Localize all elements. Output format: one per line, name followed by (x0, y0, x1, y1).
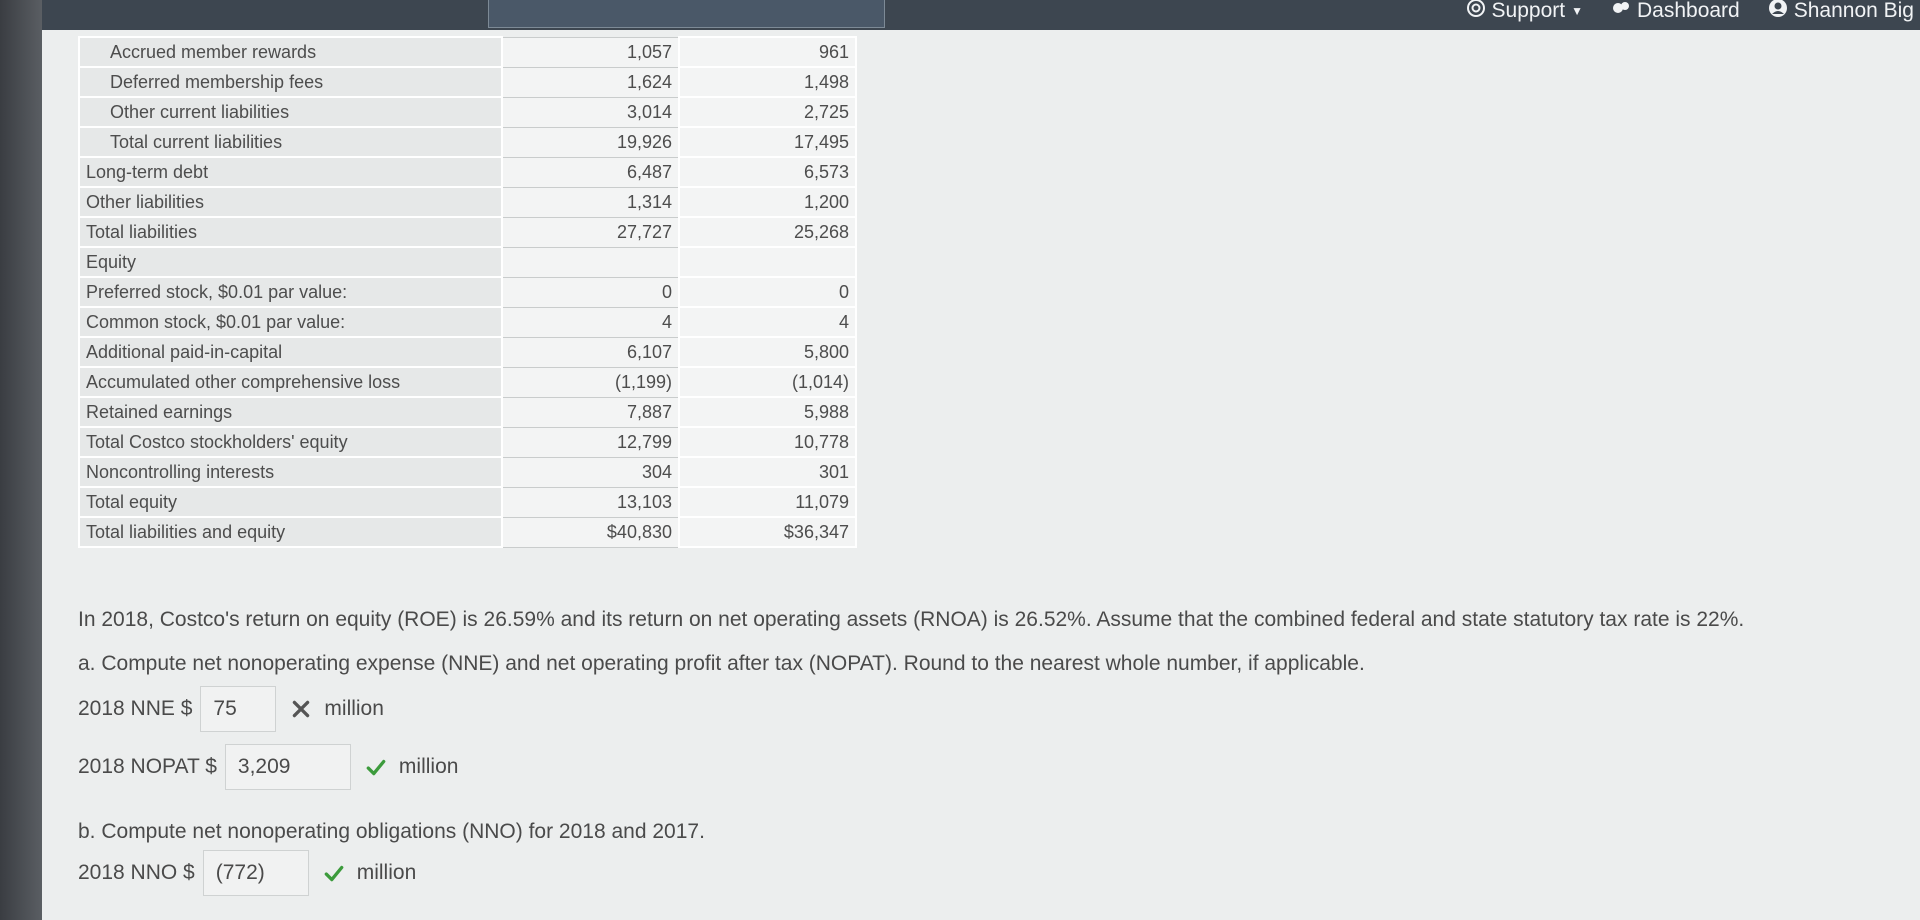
row-label: Additional paid-in-capital (79, 337, 502, 367)
value-2018: (1,199) (502, 367, 679, 397)
table-row (79, 307, 856, 337)
row-label: Total liabilities and equity (79, 517, 502, 547)
value-2017: 301 (679, 457, 856, 487)
table-row (79, 487, 856, 517)
value-2018: 4 (502, 307, 679, 337)
row-label: Total equity (79, 487, 502, 517)
balance-sheet-table (78, 36, 857, 548)
support-menu[interactable] (1466, 0, 1583, 24)
table-row (79, 97, 856, 127)
question-intro: In 2018, Costco's return on equity (ROE) is 26.59% and its return on net operating assets (RNOA) is 26.52%. Assume that the combined federal and state statutory tax rate is 22%. (78, 608, 1745, 631)
value-2017: 2,725 (679, 97, 856, 127)
table-row (79, 457, 856, 487)
row-label: Retained earnings (79, 397, 502, 427)
dashboard-icon (1611, 0, 1631, 24)
nno-input[interactable]: (772) (203, 850, 309, 896)
value-2017: 5,800 (679, 337, 856, 367)
table-row (79, 277, 856, 307)
row-label: Accrued member rewards (79, 37, 502, 67)
dashboard-label: Dashboard (1636, 0, 1740, 22)
correct-check-icon (365, 756, 387, 778)
top-nav (1466, 0, 1920, 22)
nne-input[interactable]: 75 (200, 686, 276, 732)
left-bezel (0, 0, 42, 920)
user-icon (1768, 0, 1788, 24)
row-label: Accumulated other comprehensive loss (79, 367, 502, 397)
value-2018: 304 (502, 457, 679, 487)
value-2017: (1,014) (679, 367, 856, 397)
value-2018 (502, 247, 679, 277)
table-row (79, 37, 856, 67)
value-2017: 10,778 (679, 427, 856, 457)
chevron-down-icon: ▼ (1571, 4, 1583, 18)
value-2018: 19,926 (502, 127, 679, 157)
nne-answer-row (78, 686, 384, 732)
value-2018: 7,887 (502, 397, 679, 427)
table-row (79, 127, 856, 157)
value-2017: 6,573 (679, 157, 856, 187)
user-name: Shannon Big (1793, 0, 1914, 22)
user-menu[interactable] (1768, 0, 1914, 24)
table-row (79, 427, 856, 457)
row-label: Total liabilities (79, 217, 502, 247)
value-2017: 5,988 (679, 397, 856, 427)
question-part-b: b. Compute net nonoperating obligations (NNO) for 2018 and 2017. (78, 820, 705, 843)
value-2018: 1,057 (502, 37, 679, 67)
nno-unit: million (356, 861, 417, 884)
nopat-input[interactable]: 3,209 (225, 744, 351, 790)
nne-label: 2018 NNE $ (78, 697, 193, 720)
value-2018: 3,014 (502, 97, 679, 127)
value-2017: $36,347 (679, 517, 856, 547)
nopat-unit: million (398, 755, 459, 778)
value-2018: 6,107 (502, 337, 679, 367)
row-label: Total Costco stockholders' equity (79, 427, 502, 457)
value-2017: 11,079 (679, 487, 856, 517)
support-icon (1466, 0, 1486, 24)
table-row (79, 217, 856, 247)
row-label: Other current liabilities (79, 97, 502, 127)
row-label: Preferred stock, $0.01 par value: (79, 277, 502, 307)
table-row (79, 157, 856, 187)
row-label: Deferred membership fees (79, 67, 502, 97)
row-label: Other liabilities (79, 187, 502, 217)
row-label: Long-term debt (79, 157, 502, 187)
nne-unit: million (324, 697, 384, 720)
row-label: Equity (79, 247, 502, 277)
value-2018: 12,799 (502, 427, 679, 457)
return-to-course-button[interactable] (488, 0, 885, 28)
value-2017: 961 (679, 37, 856, 67)
table-row (79, 247, 856, 277)
support-label: Support (1491, 0, 1566, 22)
main-content (42, 30, 1920, 920)
nno-answer-row (78, 850, 416, 896)
value-2018: 0 (502, 277, 679, 307)
value-2018: 1,624 (502, 67, 679, 97)
value-2018: 6,487 (502, 157, 679, 187)
table-row (79, 397, 856, 427)
value-2017: 1,200 (679, 187, 856, 217)
table-row (79, 67, 856, 97)
dashboard-link[interactable] (1611, 0, 1740, 24)
table-row (79, 517, 856, 547)
table-row (79, 367, 856, 397)
value-2017: 1,498 (679, 67, 856, 97)
nno-label: 2018 NNO $ (78, 861, 195, 884)
value-2018: 1,314 (502, 187, 679, 217)
value-2017: 17,495 (679, 127, 856, 157)
row-label: Noncontrolling interests (79, 457, 502, 487)
question-part-a: a. Compute net nonoperating expense (NNE) and net operating profit after tax (NOPAT). Round to the nearest whole number, if applicable. (78, 652, 1365, 675)
value-2017: 25,268 (679, 217, 856, 247)
row-label: Total current liabilities (79, 127, 502, 157)
value-2017: 0 (679, 277, 856, 307)
value-2018: $40,830 (502, 517, 679, 547)
value-2017: 4 (679, 307, 856, 337)
value-2018: 27,727 (502, 217, 679, 247)
row-label: Common stock, $0.01 par value: (79, 307, 502, 337)
value-2018: 13,103 (502, 487, 679, 517)
value-2017 (679, 247, 856, 277)
correct-check-icon (323, 862, 345, 884)
top-bar (0, 0, 1920, 34)
table-row (79, 337, 856, 367)
table-row (79, 187, 856, 217)
incorrect-x-icon (290, 698, 312, 720)
nopat-label: 2018 NOPAT $ (78, 755, 217, 778)
nopat-answer-row (78, 744, 458, 790)
